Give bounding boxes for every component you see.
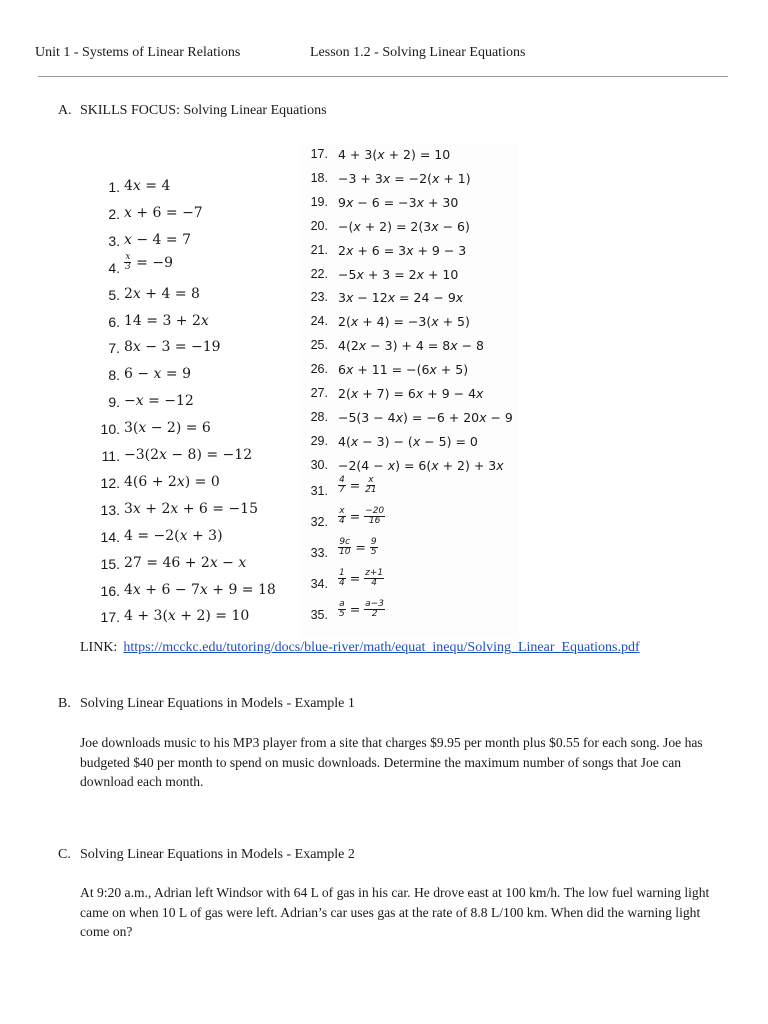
equation-fraction-denominator: 10 [339, 547, 351, 558]
equation-text: 2x + 4 = 8 [124, 285, 200, 302]
equation-number: 8. [108, 367, 120, 384]
section-c-problem: At 9:20 a.m., Adrian left Windsor with 64 L of gas in his car. He drove east at 100 km/h. The low fuel warning light came on when 10 L of gas were left. Adrian’s car uses gas at the rate of 8.8 L/100 km. When did the warning light come on? [80, 885, 710, 939]
equation-fraction-denominator: 5 [339, 609, 345, 620]
equation-fraction-denominator: 4 [339, 516, 345, 527]
equation-text: x − 4 = 7 [124, 231, 191, 248]
equation-text: 2(x + 4) = −3(x + 5) [338, 314, 470, 330]
equation-text: 4x = 4 [124, 178, 171, 194]
equation-text: 6 − x = 9 [124, 366, 191, 383]
equation-number: 24. [310, 314, 328, 329]
equation-number: 12. [100, 474, 120, 491]
equation-fraction-denominator: 16 [368, 516, 381, 527]
equation-text: 27 = 46 + 2x − x [124, 554, 247, 571]
equation-number: 21. [310, 242, 328, 257]
equation-fraction [338, 507, 346, 527]
equation-number: 25. [310, 338, 328, 353]
equals-sign: = [345, 570, 365, 586]
link-label: LINK: [80, 640, 118, 655]
equation-fraction-numerator: a−3 [365, 599, 384, 609]
equation-number: 1. [108, 179, 120, 195]
equation-fraction-numerator: x [125, 251, 131, 262]
equation-number: 33. [310, 546, 328, 560]
equation-number: 6. [108, 313, 120, 330]
equation-number: 23. [310, 290, 328, 305]
equals-sign: = [345, 601, 365, 617]
equation-fraction-denominator: 5 [370, 547, 377, 558]
equation-text: 4x + 6 − 7x + 9 = 18 [124, 581, 276, 598]
section-c-title: Solving Linear Equations in Models - Example 2 [80, 847, 355, 862]
equation-fraction [364, 600, 385, 620]
equation-number: 29. [310, 433, 328, 448]
equation-fraction-denominator: 7 [339, 485, 345, 496]
equation-text: 4(2x − 3) + 4 = 8x − 8 [338, 338, 484, 354]
equation-fraction [370, 538, 378, 558]
equation-rhs: = −9 [131, 254, 174, 271]
equation-fraction-denominator: 4 [371, 578, 378, 589]
equation-text [338, 600, 385, 620]
equation-text: 3(x − 2) = 6 [124, 420, 211, 437]
section-b-letter: B. [58, 696, 71, 711]
equation-number: 27. [310, 386, 328, 400]
equation-number: 26. [310, 362, 328, 377]
equation-fraction-numerator: 1 [339, 568, 345, 578]
equation-text: 3x − 12x = 24 − 9x [338, 290, 464, 306]
equation-text: 4(6 + 2x) = 0 [124, 473, 220, 490]
equation-text [124, 253, 173, 273]
equation-number: 4. [108, 259, 120, 276]
equation-text: 3x + 2x + 6 = −15 [124, 500, 258, 517]
section-a-title: SKILLS FOCUS: Solving Linear Equations [80, 103, 327, 118]
equation-fraction [338, 476, 346, 496]
section-a-heading [58, 103, 327, 119]
lesson-title: Lesson 1.2 - Solving Linear Equations [310, 45, 526, 60]
equation-text: −5x + 3 = 2x + 10 [338, 266, 459, 282]
equation-text: 4(x − 3) − (x − 5) = 0 [338, 433, 478, 449]
section-a-letter: A. [58, 103, 72, 118]
equation-number: 20. [310, 218, 328, 233]
equation-text: 4 + 3(x + 2) = 10 [338, 147, 451, 162]
equation-number: 13. [100, 501, 120, 518]
equation-text: 14 = 3 + 2x [124, 312, 209, 329]
equation-fraction [338, 569, 346, 589]
equation-number: 10. [100, 421, 120, 438]
equation-number: 7. [108, 340, 120, 357]
equation-number: 17. [310, 147, 328, 161]
equation-number: 31. [310, 484, 328, 498]
equation-fraction [124, 253, 132, 273]
equation-text: 8x − 3 = −19 [124, 339, 221, 356]
equation-text: −5(3 − 4x) = −6 + 20x − 9 [338, 409, 513, 425]
equation-text: x + 6 = −7 [124, 204, 203, 221]
equation-text: 2(x + 7) = 6x + 9 − 4x [338, 386, 484, 401]
equation-fraction-numerator: −20 [365, 506, 385, 516]
equation-text: 2x + 6 = 3x + 9 − 3 [338, 242, 467, 258]
section-c-letter: C. [58, 847, 71, 862]
equation-number: 14. [100, 528, 120, 545]
equation-fraction-numerator: 9c [339, 537, 351, 547]
equation-number: 18. [310, 170, 328, 185]
equation-number: 16. [100, 582, 120, 599]
equation-text: 9x − 6 = −3x + 30 [338, 194, 459, 210]
equation-fraction [364, 507, 385, 527]
equation-text [338, 476, 378, 496]
equation-number: 28. [310, 409, 328, 424]
equation-number: 11. [101, 448, 120, 464]
equation-text: 4 + 3(x + 2) = 10 [124, 608, 250, 625]
equation-fraction-numerator: 9 [370, 537, 377, 547]
equation-fraction [338, 538, 351, 558]
header-divider [38, 76, 728, 77]
equation-number: 9. [108, 394, 120, 411]
unit-title: Unit 1 - Systems of Linear Relations [35, 45, 241, 60]
equation-text: 4 = −2(x + 3) [124, 527, 223, 544]
equation-number: 2. [108, 205, 120, 222]
equation-number: 22. [310, 266, 328, 281]
equation-list-right [300, 143, 518, 638]
equation-fraction [364, 476, 377, 496]
equation-fraction-denominator: 21 [365, 485, 377, 496]
equation-text: −3 + 3x = −2(x + 1) [338, 170, 471, 186]
section-b-heading [58, 696, 355, 712]
equation-text [338, 569, 384, 589]
equals-sign: = [351, 539, 370, 555]
equation-number: 30. [310, 457, 328, 472]
equation-number: 19. [310, 194, 328, 209]
section-b-title: Solving Linear Equations in Models - Example 1 [80, 696, 355, 711]
equation-fraction-numerator: x [368, 475, 374, 485]
solving-equations-link[interactable]: https://mcckc.edu/tutoring/docs/blue-river/math/equat_inequ/Solving_Linear_Equations.pdf [123, 640, 640, 655]
equation-number: 17. [100, 609, 120, 626]
equation-number: 5. [108, 286, 120, 303]
equation-fraction-numerator: a [339, 599, 345, 609]
equation-number: 35. [310, 608, 328, 622]
equation-text: 6x + 11 = −(6x + 5) [338, 362, 469, 378]
link-line [80, 640, 640, 656]
equation-fraction-numerator: x [339, 506, 345, 516]
equation-text: −2(4 − x) = 6(x + 2) + 3x [338, 457, 504, 473]
equation-number: 3. [108, 232, 120, 249]
equation-fraction [364, 569, 384, 589]
equation-text: −x = −12 [124, 393, 194, 410]
equation-fraction-denominator: 2 [371, 609, 378, 620]
equation-fraction-denominator: 3 [125, 262, 131, 273]
equals-sign: = [345, 477, 365, 493]
section-c-heading [58, 847, 355, 863]
equation-fraction-denominator: 4 [339, 578, 345, 589]
equation-text [338, 507, 385, 527]
equation-number: 32. [310, 515, 328, 529]
section-b-problem: Joe downloads music to his MP3 player from a site that charges $9.95 per month plus $0.55 for each song. Joe has budgeted $40 per month to spend on music downloads. Determine the maximum number of songs that Joe can download each month. [80, 735, 703, 789]
equation-text [338, 538, 378, 558]
equation-fraction-numerator: z+1 [365, 568, 384, 578]
equals-sign: = [345, 508, 365, 524]
equation-fraction-numerator: 4 [339, 475, 345, 485]
equation-fraction [338, 600, 346, 620]
equation-text: −3(2x − 8) = −12 [124, 447, 253, 463]
equation-text: −(x + 2) = 2(3x − 6) [338, 218, 470, 234]
equation-number: 15. [100, 555, 120, 572]
equation-number: 34. [310, 577, 328, 591]
